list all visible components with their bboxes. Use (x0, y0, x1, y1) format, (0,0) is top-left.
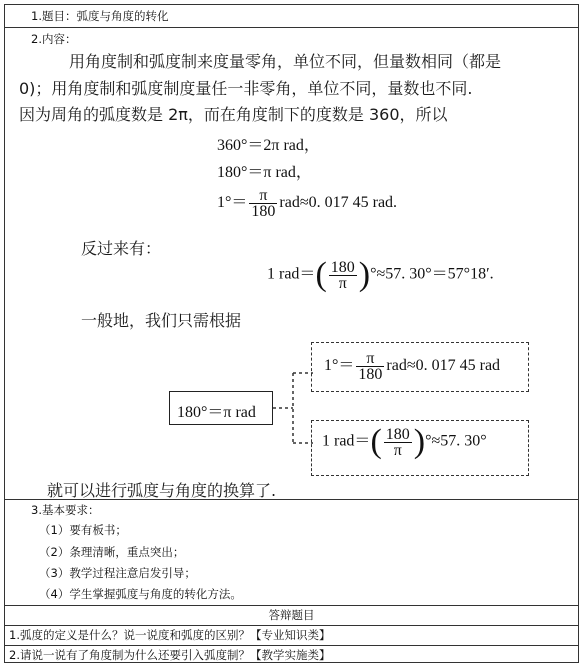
requirement-item: （1）要有板书； (39, 523, 127, 537)
requirement-item: （2）条理清晰，重点突出； (39, 545, 185, 559)
conclusion-text: 就可以进行弧度与角度的换算了. (47, 481, 277, 500)
rad-to-degree-formula (322, 425, 487, 459)
main-formula: 180°＝π rad (177, 404, 256, 421)
equation-360: 360°＝2π rad， (217, 137, 320, 154)
topic-label: 1.题目：弧度与角度的转化 (31, 9, 169, 23)
left-paren: ( (370, 423, 382, 460)
equation-right: rad≈0. 017 45 rad. (279, 194, 398, 212)
paragraph-line: 0)；用角度制和弧度制度量任一非零角，单位不同，量数也不同. (19, 79, 473, 98)
fraction (384, 427, 412, 458)
equation-right: °≈57. 30°＝57°18′. (370, 265, 494, 283)
fraction-denominator: π (393, 441, 402, 459)
divider (5, 645, 578, 646)
fraction-denominator: π (338, 274, 347, 292)
left-paren: ( (315, 256, 327, 293)
equation-one-degree (217, 188, 397, 219)
fraction-denominator: 180 (358, 366, 383, 383)
defense-header: 答辩题目 (268, 608, 315, 622)
equation-one-rad (267, 258, 494, 292)
formula-right: °≈57. 30° (425, 432, 487, 450)
equation-left: 1 rad＝ (267, 265, 316, 283)
content-label: 2.内容： (31, 32, 77, 46)
fraction-denominator: 180 (251, 203, 276, 220)
requirement-item: （4）学生掌握弧度与角度的转化方法。 (39, 587, 242, 601)
fraction (356, 351, 384, 382)
right-paren: ) (413, 423, 426, 460)
fraction-numerator: 180 (385, 425, 410, 443)
divider (5, 499, 578, 500)
requirements-label: 3.基本要求： (31, 503, 100, 517)
formula-left: 1 rad＝ (322, 432, 371, 450)
formula-right: rad≈0. 017 45 rad (386, 357, 501, 375)
defense-question: 1.弧度的定义是什么？说一说度和弧度的区别？【专业知识类】 (9, 628, 331, 642)
general-text: 一般地，我们只需根据 (81, 311, 242, 330)
reverse-label: 反过来有： (81, 239, 162, 258)
main-formula-box (169, 391, 273, 425)
degree-to-rad-box (311, 342, 529, 392)
paragraph-line: 因为周角的弧度数是 2π，而在角度制下的度数是 360，所以 (19, 105, 448, 124)
divider (5, 27, 578, 28)
right-paren: ) (358, 256, 371, 293)
fraction (249, 188, 277, 219)
divider (5, 625, 578, 626)
divider (5, 605, 578, 606)
lesson-sheet (4, 4, 579, 663)
defense-question: 2.请说一说有了角度制为什么还要引入弧度制？【教学实施类】 (9, 648, 331, 662)
requirement-item: （3）教学过程注意启发引导； (39, 566, 196, 580)
fraction-numerator: π (249, 188, 277, 204)
equation-180: 180°＝π rad， (217, 164, 312, 181)
rad-to-degree-box (311, 420, 529, 476)
paragraph-line: 用角度制和弧度制来度量零角，单位不同，但量数相同（都是 (69, 52, 502, 71)
equation-left: 1°＝ (217, 194, 248, 212)
fraction-numerator: π (356, 351, 384, 367)
formula-left: 1°＝ (324, 357, 355, 375)
degree-to-rad-formula (324, 351, 500, 382)
connector-lines (273, 365, 315, 455)
fraction (329, 260, 357, 291)
fraction-numerator: 180 (330, 258, 355, 276)
